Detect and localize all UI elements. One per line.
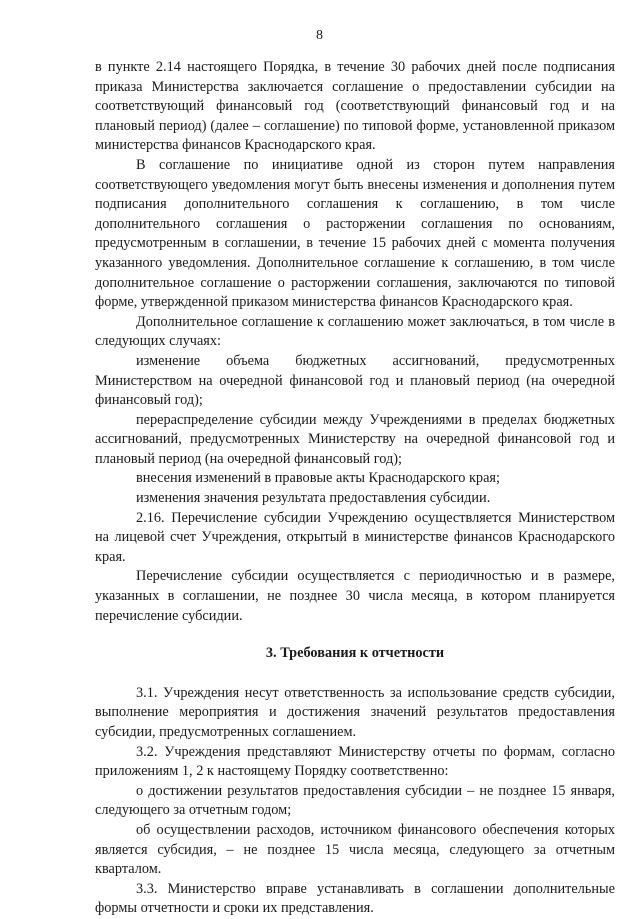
- paragraph: 3.3. Министерство вправе устанавливать в соглашении дополнительные формы отчетности и сроки их представления.: [95, 880, 615, 917]
- paragraph: 2.16. Перечисление субсидии Учреждению осуществляется Министерством на лицевой счет Учреждения, открытый в министерстве финансов Краснодарского края.: [95, 509, 615, 565]
- section-title: 3. Требования к отчетности: [265, 645, 445, 662]
- paragraph: Перечисление субсидии осуществляется с периодичностью и в размере, указанных в соглашении, не позднее 30 числа месяца, в котором планируется перечисление субсидии.: [95, 568, 615, 624]
- list-item: внесения изменений в правовые акты Краснодарского края;: [136, 470, 500, 487]
- page-number: 8: [316, 28, 323, 43]
- list-item: об осуществлении расходов, источником финансового обеспечения которых является субсидия, – не позднее 15 числа месяца, следующего за отчетным кварталом.: [95, 821, 615, 878]
- list-item: изменения значения результата предоставления субсидии.: [136, 490, 491, 507]
- paragraph: 3.2. Учреждения представляют Министерству отчеты по формам, согласно приложениям 1, 2 к настоящему Порядку соответственно:: [95, 743, 615, 780]
- document-body: [95, 58, 615, 919]
- list-item: изменение объема бюджетных ассигнований, предусмотренных Министерством на очередной финансовой год и плановый период (на очередной финансовый год);: [95, 352, 615, 409]
- paragraph: 3.1. Учреждения несут ответственность за использование средств субсидии, выполнение мероприятия и достижения значений результатов предоставления субсидии, предусмотренных соглашением.: [95, 684, 615, 740]
- paragraph: В соглашение по инициативе одной из сторон путем направления соответствующего уведомления могут быть внесены изменения и дополнения путем подписания дополнительного соглашения к соглашению, в том числе дополнительного соглашения о расторжении соглашения по основаниям, предусмотренным в соглашении, в течение 15 рабочих дней с момента получения указанного уведомления. Дополнительное соглашение к соглашению, в том числе дополнительное соглашение о расторжении соглашения, заключаются по типовой форме, утвержденной приказом министерства финансов Краснодарского края.: [95, 156, 615, 311]
- paragraph: в пункте 2.14 настоящего Порядка, в течение 30 рабочих дней после подписания приказа Министерства заключается соглашение о предоставлении субсидии на соответствующий финансовый год (соответствующий финансовый год и на плановый период) (далее – соглашение) по типовой форме, установленной приказом министерства финансов Краснодарского края.: [95, 59, 615, 154]
- list-item: о достижении результатов предоставления субсидии – не позднее 15 января, следующего за отчетным годом;: [95, 782, 615, 819]
- paragraph: Дополнительное соглашение к соглашению может заключаться, в том числе в следующих случаях:: [95, 313, 615, 350]
- list-item: перераспределение субсидии между Учреждениями в пределах бюджетных ассигнований, предусмотренных Министерству на очередной финансовой год и плановый период (на очередной финансовый год);: [95, 411, 615, 467]
